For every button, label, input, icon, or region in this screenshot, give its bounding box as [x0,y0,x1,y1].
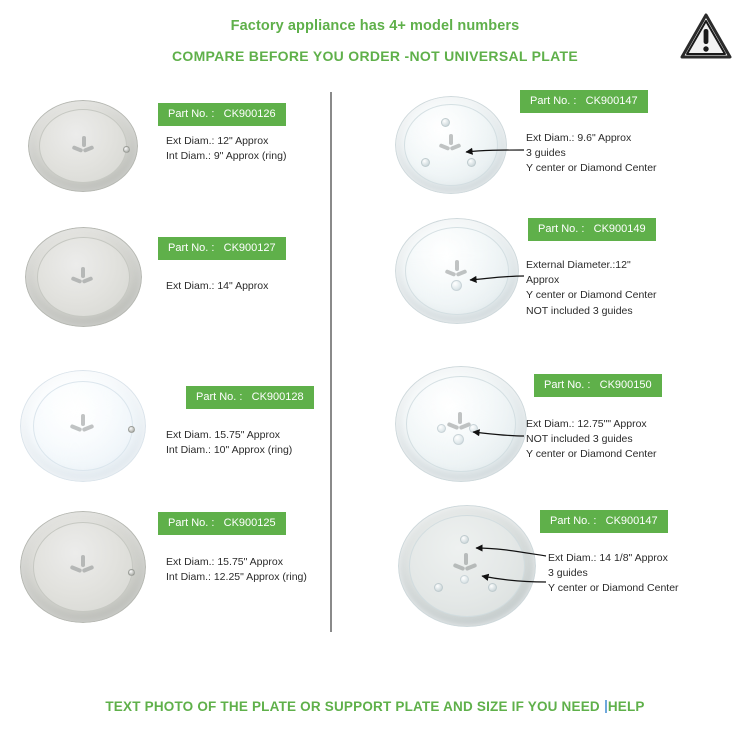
guide-icon [441,118,450,127]
plate-image-ck900150 [395,366,527,482]
center-dimple-icon [453,434,464,445]
y-center-mark-icon [70,414,96,438]
part-number: CK900147 [605,515,658,527]
plate-image-ck900125 [20,511,146,623]
footer-text-after: HELP [607,699,645,714]
y-center-mark-icon [71,267,95,289]
part-number: CK900128 [251,391,304,403]
plate-image-ck900126 [28,100,138,192]
footer-text [0,699,750,714]
spec-text [166,279,268,294]
spec-text [526,417,657,463]
guide-icon [488,583,497,592]
page-subtitle: COMPARE BEFORE YOU ORDER -NOT UNIVERSAL PLATE [171,48,579,64]
spec-line: Approx [526,274,560,287]
spec-text [526,258,657,319]
guide-icon [434,583,443,592]
y-center-mark-icon [439,134,463,156]
guide-icon [467,158,476,167]
plate-image-ck900149 [395,218,519,324]
spec-line: Ext Diam.: 9.6" Approx [526,132,632,144]
column-divider [330,92,332,632]
plate-image-ck900147-large [398,505,536,627]
center-dimple-icon [460,575,469,584]
spec-line: Ext Diam.: 14 1/8" Approx [548,552,668,564]
spec-text [166,134,286,164]
spec-line: 3 guides [526,147,566,160]
text-cursor-icon [605,700,607,713]
spec-line: Y center or Diamond Center [526,448,657,461]
guide-icon [460,535,469,544]
spec-line: Ext Diam.: 12.75"" Approx [526,418,647,430]
part-label: Part No. : [196,391,243,403]
part-label: Part No. : [168,517,215,529]
spec-line: NOT included 3 guides [526,433,633,446]
spec-line: Int Diam.: 10" Approx (ring) [166,444,293,457]
spec-line: Y center or Diamond Center [548,582,679,595]
spec-line: 3 guides [548,567,588,580]
page-title: Factory appliance has 4+ model numbers [230,18,520,34]
footer-text-before: TEXT PHOTO OF THE PLATE OR SUPPORT PLATE AND SIZE IF YOU NEED [105,699,604,714]
spec-text [548,551,679,597]
spec-line: Int Diam.: 9" Approx (ring) [166,150,287,163]
part-number-tag [540,510,668,533]
part-label: Part No. : [544,379,591,391]
y-center-mark-icon [447,412,473,436]
y-center-mark-icon [70,555,96,579]
plate-image-ck900127 [25,227,142,327]
notch-icon [123,146,130,153]
part-label: Part No. : [538,223,585,235]
y-center-mark-icon [453,553,479,577]
spec-text [166,555,307,585]
y-center-mark-icon [72,136,96,158]
spec-line: Y center or Diamond Center [526,289,657,302]
notch-icon [128,569,135,576]
part-label: Part No. : [550,515,597,527]
plate-image-ck900128 [20,370,146,482]
notch-icon [128,426,135,433]
spec-line: Y center or Diamond Center [526,162,657,175]
part-label: Part No. : [168,108,215,120]
guide-icon [421,158,430,167]
spec-line: External Diameter.:12" [526,259,631,271]
part-number-tag [158,512,286,535]
center-dimple-icon [451,280,462,291]
spec-text [166,428,292,458]
part-number-tag [158,237,286,260]
plate-image-ck900147-small [395,96,507,194]
center-dimple-icon [437,424,446,433]
part-label: Part No. : [530,95,577,107]
part-number-tag [528,218,656,241]
spec-line: Int Diam.: 12.25" Approx (ring) [166,571,307,584]
part-label: Part No. : [168,242,215,254]
part-number: CK900125 [223,517,276,529]
part-number: CK900150 [599,379,652,391]
spec-line: Ext Diam. 15.75" Approx [166,429,281,441]
part-number: CK900126 [223,108,276,120]
part-number-tag [520,90,648,113]
y-center-mark-icon [445,260,469,282]
warning-triangle-icon [680,12,732,60]
center-dimple-icon [469,424,478,433]
spec-text [526,131,657,177]
part-number: CK900127 [223,242,276,254]
spec-line: Ext Diam.: 15.75" Approx [166,556,283,568]
part-number-tag [158,103,286,126]
part-number: CK900149 [593,223,646,235]
spec-line: NOT included 3 guides [526,304,633,317]
spec-line: Ext Diam.: 12" Approx [166,135,269,147]
part-number-tag [534,374,662,397]
part-number: CK900147 [585,95,638,107]
spec-line: Ext Diam.: 14" Approx [166,280,269,292]
part-number-tag [186,386,314,409]
